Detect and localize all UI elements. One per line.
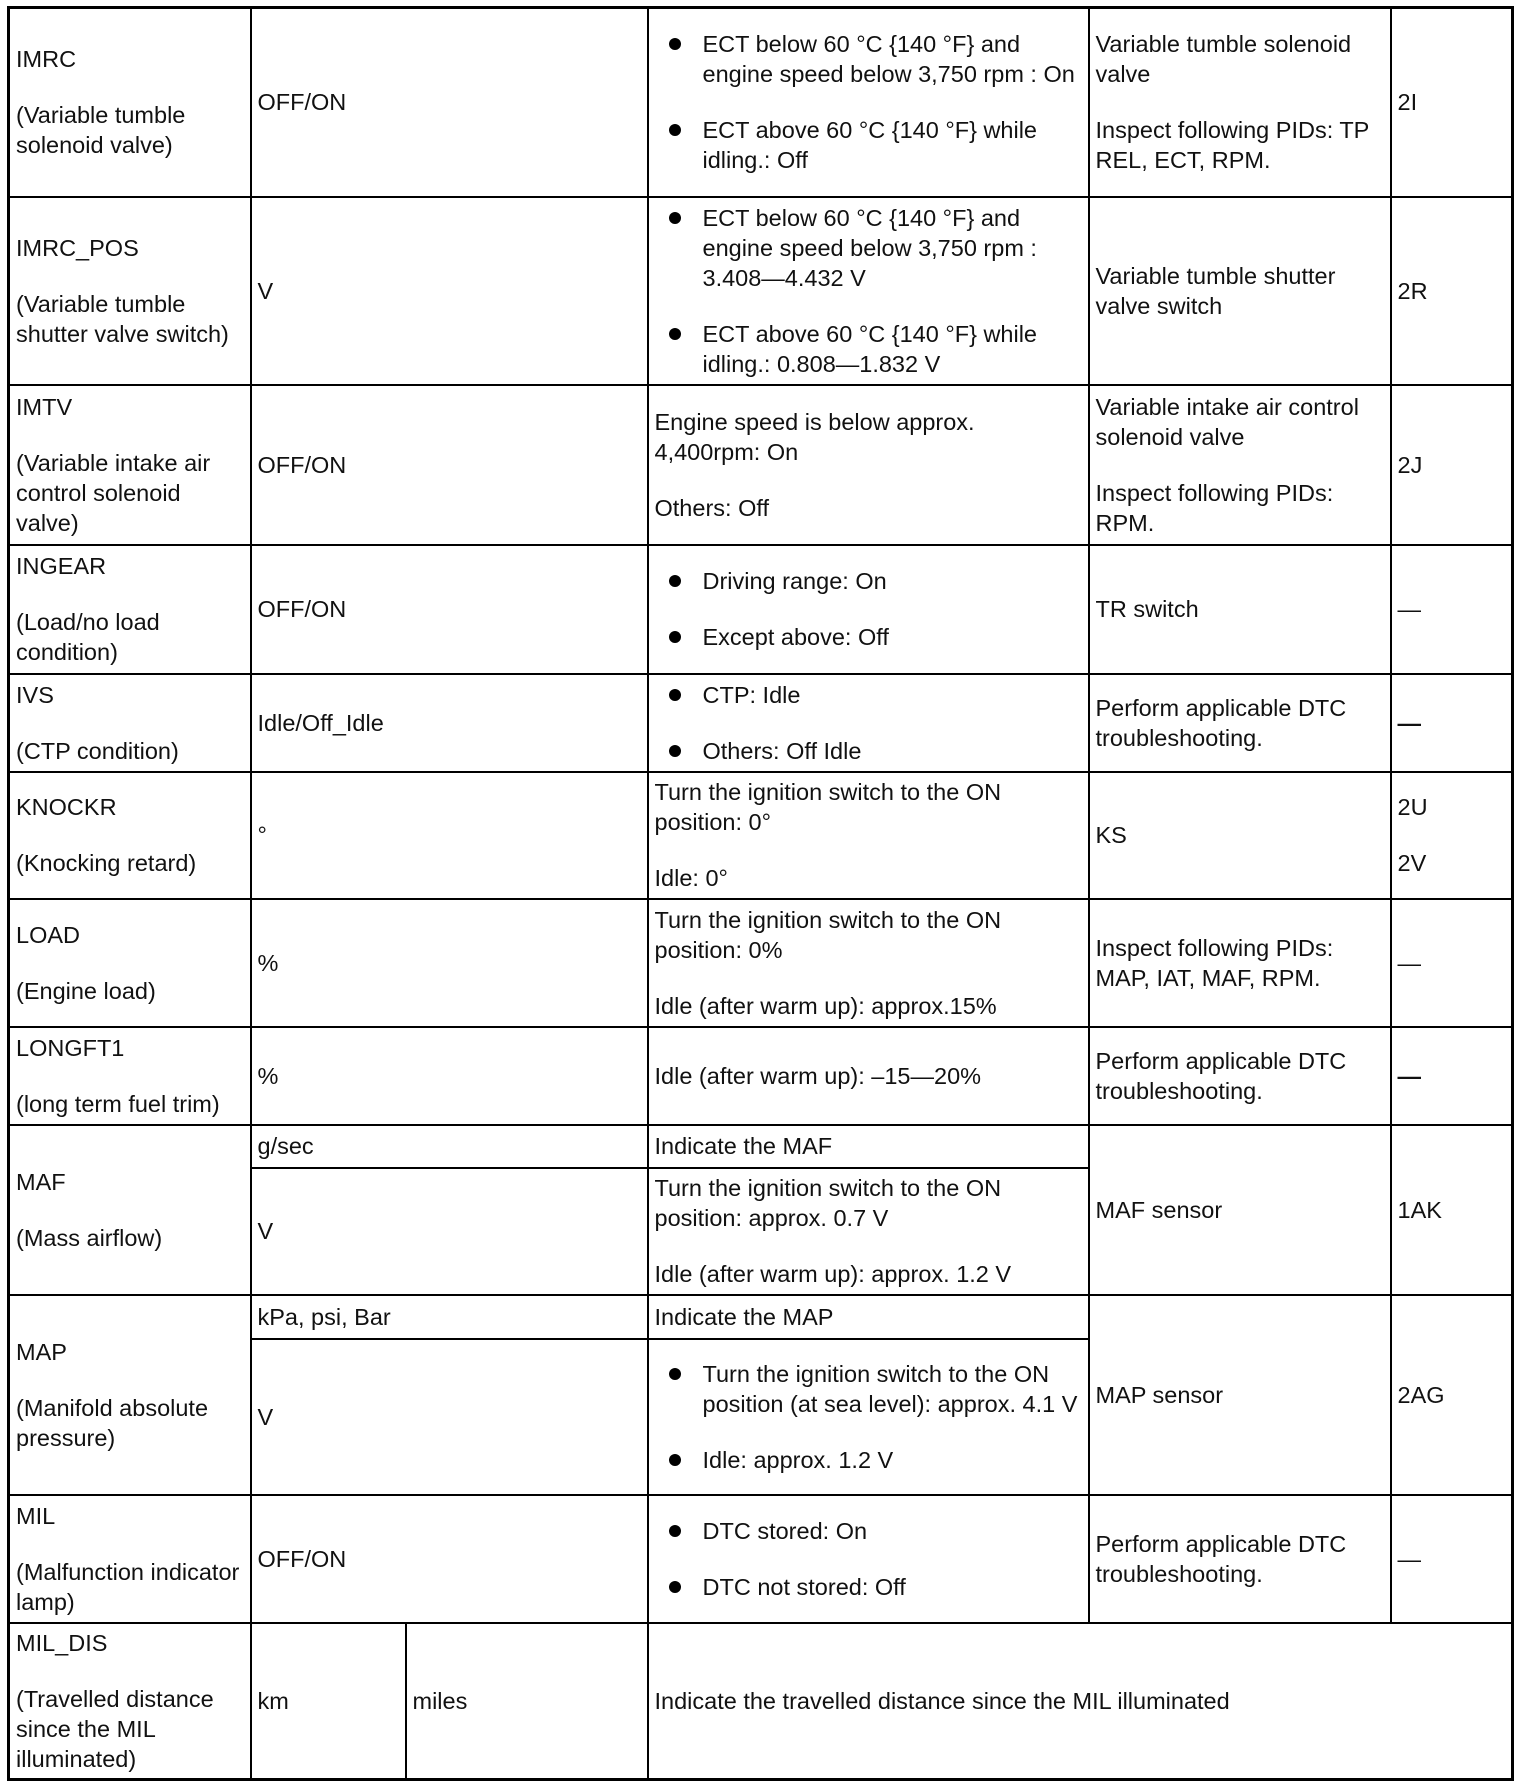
terminal-cell: — [1391,674,1513,772]
unit-cell: V [251,1339,648,1495]
condition-text: Turn the ignition switch to the ON position: 0% [654,906,1002,963]
pid-cell [9,385,251,545]
condition-cell [648,1495,1089,1623]
condition-text: Engine speed is below approx. 4,400rpm: On [654,408,975,465]
pid-description: (Load/no load condition) [16,609,160,665]
unit-cell: Idle/Off_Idle [251,674,648,772]
table-row [9,385,1513,545]
pid-code: LONGFT1 [16,1034,125,1061]
action-cell: Variable tumble shutter valve switch [1089,197,1391,385]
pid-code: IMRC_POS [16,234,139,261]
condition-cell [648,545,1089,674]
pid-description: (Engine load) [16,977,156,1004]
condition-cell [648,8,1089,197]
action-text: Variable intake air control solenoid valve [1095,393,1359,450]
pid-description: (Variable intake air control solenoid valve) [16,449,211,536]
pid-description: (Knocking retard) [16,850,197,876]
pid-code: KNOCKR [16,794,117,820]
unit-cell: % [251,1027,648,1125]
pid-cell [9,1623,251,1780]
terminal-cell: 2I [1391,8,1513,197]
condition-item: CTP: Idle [703,680,1082,710]
condition-item: ECT below 60 °C {140 °F} and engine speed below 3,750 rpm : On [703,29,1082,89]
pid-cell [9,772,251,899]
pid-cell [9,8,251,197]
pid-cell [9,899,251,1027]
table-row [9,1027,1513,1125]
pid-code: IMTV [16,393,73,420]
unit-cell: OFF/ON [251,385,648,545]
table-row [9,772,1513,899]
pid-code: IVS [16,681,54,708]
pid-code: LOAD [16,921,80,948]
condition-item: Except above: Off [703,622,1082,652]
terminal-cell: 1AK [1391,1125,1513,1295]
pid-description: (Malfunction indicator lamp) [16,1558,240,1615]
unit-cell: OFF/ON [251,8,648,197]
condition-text: Idle (after warm up): approx.15% [654,992,997,1019]
condition-item: Driving range: On [703,566,1082,596]
table-row [9,1295,1513,1339]
condition-text: Idle: 0° [654,865,728,891]
pid-code: MAF [16,1168,66,1195]
pid-code: IMRC [16,46,77,73]
unit-cell: kPa, psi, Bar [251,1295,648,1339]
condition-cell: Indicate the MAP [648,1295,1089,1339]
unit-miles-cell: miles [406,1623,648,1780]
pid-cell [9,1125,251,1295]
condition-cell [648,385,1089,545]
condition-cell [648,772,1089,899]
action-cell [1089,385,1391,545]
pid-cell [9,1495,251,1623]
pid-code: MIL_DIS [16,1629,108,1656]
pid-cell [9,674,251,772]
condition-item: DTC stored: On [703,1516,1082,1546]
unit-cell: OFF/ON [251,1495,648,1623]
terminal-cell: — [1391,899,1513,1027]
condition-cell [648,1339,1089,1495]
condition-cell: Indicate the travelled distance since the MIL illuminated [648,1623,1513,1780]
condition-item: Idle: approx. 1.2 V [703,1445,1082,1475]
table-row [9,674,1513,772]
condition-cell [648,1168,1089,1295]
table-row [9,1623,1513,1780]
pid-description: (Variable tumble solenoid valve) [16,102,186,159]
condition-item: ECT above 60 °C {140 °F} while idling.: Off [703,115,1082,175]
action-text: Variable tumble solenoid valve [1095,31,1352,88]
unit-cell: ° [251,772,648,899]
pid-description: (long term fuel trim) [16,1090,220,1117]
pid-description: (Travelled distance since the MIL illuminated) [16,1685,214,1772]
condition-item: Others: Off Idle [703,736,1082,766]
unit-cell: OFF/ON [251,545,648,674]
unit-cell: V [251,197,648,385]
terminal-text: 2U [1397,794,1428,820]
pid-cell [9,1027,251,1125]
action-text: Inspect following PIDs: RPM. [1095,479,1334,536]
action-text: Inspect following PIDs: TP REL, ECT, RPM. [1095,117,1369,174]
terminal-cell: 2AG [1391,1295,1513,1495]
action-cell: MAF sensor [1089,1125,1391,1295]
pid-code: INGEAR [16,553,107,579]
pid-description: (Variable tumble shutter valve switch) [16,290,229,347]
condition-cell [648,197,1089,385]
action-cell [1089,8,1391,197]
pid-cell [9,545,251,674]
pid-cell [9,1295,251,1495]
terminal-cell: — [1391,1495,1513,1623]
condition-cell [648,674,1089,772]
terminal-cell: 2R [1391,197,1513,385]
action-cell: TR switch [1089,545,1391,674]
condition-cell: Indicate the MAF [648,1125,1089,1168]
condition-text: Turn the ignition switch to the ON position: 0° [654,779,1002,835]
pid-code: MIL [16,1502,56,1529]
table-row [9,1125,1513,1168]
terminal-cell [1391,772,1513,899]
pid-description: (CTP condition) [16,737,179,764]
condition-text: Idle (after warm up): approx. 1.2 V [654,1261,1012,1287]
action-cell: KS [1089,772,1391,899]
action-cell: MAP sensor [1089,1295,1391,1495]
action-cell: Perform applicable DTC troubleshooting. [1089,1495,1391,1623]
pid-code: MAP [16,1338,67,1365]
table-row [9,8,1513,197]
condition-item: ECT below 60 °C {140 °F} and engine speed below 3,750 rpm : 3.408—4.432 V [703,203,1082,293]
terminal-text: 2V [1397,850,1427,876]
pid-table [7,6,1514,1781]
unit-cell: % [251,899,648,1027]
terminal-cell: — [1391,1027,1513,1125]
unit-cell: V [251,1168,648,1295]
condition-item: Turn the ignition switch to the ON position (at sea level): approx. 4.1 V [703,1359,1082,1419]
table-row [9,197,1513,385]
condition-text: Others: Off [654,494,769,521]
pid-cell [9,197,251,385]
terminal-cell: — [1391,545,1513,674]
action-cell: Perform applicable DTC troubleshooting. [1089,1027,1391,1125]
table-row [9,899,1513,1027]
pid-description: (Manifold absolute pressure) [16,1394,209,1451]
table-row [9,545,1513,674]
condition-text: Turn the ignition switch to the ON position: approx. 0.7 V [654,1175,1002,1231]
action-cell: Perform applicable DTC troubleshooting. [1089,674,1391,772]
condition-cell [648,899,1089,1027]
unit-km-cell: km [251,1623,406,1780]
action-cell: Inspect following PIDs: MAP, IAT, MAF, RPM. [1089,899,1391,1027]
condition-cell: Idle (after warm up): –15—20% [648,1027,1089,1125]
pid-description: (Mass airflow) [16,1224,163,1251]
condition-item: DTC not stored: Off [703,1572,1082,1602]
condition-item: ECT above 60 °C {140 °F} while idling.: 0.808—1.832 V [703,319,1082,379]
unit-cell: g/sec [251,1125,648,1168]
terminal-cell: 2J [1391,385,1513,545]
table-row [9,1495,1513,1623]
